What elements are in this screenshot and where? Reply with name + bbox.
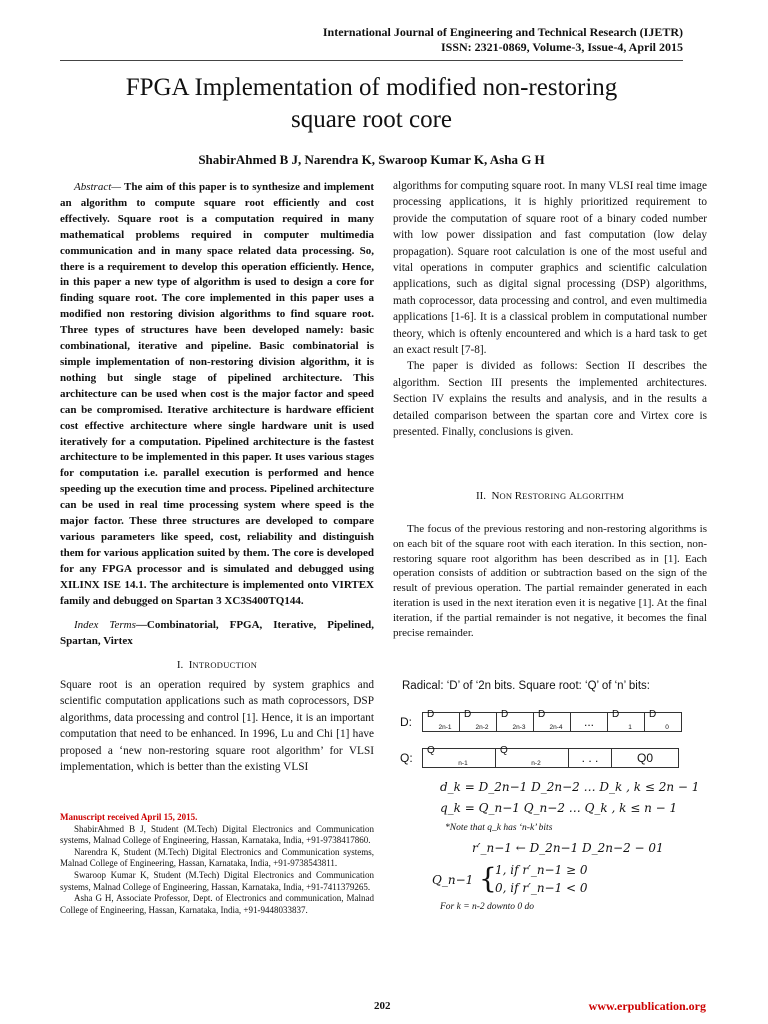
radical-cell-name: D [612,709,620,720]
brace-glyph: { [479,862,497,895]
figure-caption: Radical: ‘D’ of ‘2n bits. Square root: ‘Q’ of ‘n’ bits: [402,680,650,692]
title-line-2: square root core [290,106,453,133]
root-bit-cells [422,745,679,768]
abstract-label: Abstract— [74,181,122,193]
author-footnote-1: ShabirAhmed B J, Student (M.Tech) Digital Electronics and Communication systems, Malnad College of Engineering, Hassan, Karnataka, India, +91-9738417860. [60,823,374,846]
formula-qn1-case0: 0, if r′_n−1 < 0 [495,881,588,895]
journal-name: International Journal of Engineering and Technical Research (IJETR) [322,25,683,39]
radical-bit-cells [422,709,682,732]
root-register-row [400,745,679,768]
root-cell-1 [496,745,569,767]
right-column-intro [393,178,707,441]
author-footnote-2: Narendra K, Student (M.Tech) Digital Electronics and Communication systems, Malnad College of Engineering, Hassan, Karnataka, India, +91-9738543811. [60,846,374,869]
radical-cell-name: D [649,709,657,720]
manuscript-received: Manuscript received April 15, 2015. [60,812,198,822]
loop-note: For k = n-2 downto 0 do [440,902,535,912]
root-cell-subscript: n-2 [531,760,541,767]
author-footnote-4: Asha G H, Associate Professor, Dept. of Electronics and communication, Malnad College of Engineering, Hassan, Karnataka, India, +91-9448033837. [60,893,374,915]
radical-cell-2 [497,709,534,731]
root-cell-name: Q [500,745,508,756]
radical-cell-5 [608,709,645,731]
paper-title [60,72,683,136]
page-number: 202 [374,1000,391,1012]
radical-label: D: [400,715,412,729]
author-footnote-3: Swaroop Kumar K, Student (M.Tech) Digital Electronics and Communication systems, Malnad College of Engineering, Hassan, Karnataka, India, +91-7411379265. [60,869,374,892]
formula-qk: q_k = Q_n−1 Q_n−2 … Q_k , k ≤ n − 1 [440,801,678,815]
non-restoring-text: The focus of the previous restoring and non-restoring algorithms is on each bit of the square root with each iteration. In this section, non-restoring square root algorithm has been described as in [1]. Each operation consists of addition or subtraction based on the sign of the result of previous operation. The partial remainder generated in each iteration is used in the next iteration even it is negative [1]. At the final iteration, if the partial remainder is not negative, it becomes the final precise remainder. [393,523,707,639]
radical-cell-6 [645,709,681,731]
radical-cell-subscript: 2n-1 [438,724,452,731]
header-rule [60,60,683,61]
formula-qn1-case1: 1, if r′_n−1 ≥ 0 [495,863,588,877]
root-cell-2: . . . [569,749,612,767]
index-terms-label: Index Terms [74,619,136,631]
radical-cell-name: D [427,709,435,720]
introduction-text: Square root is an operation required by system graphics and scientific computation applications such as math coprocessors, DSP algorithms, data processing and control [1]. Hence, it is an important computation that need to be enhanced. In 1996, Lu and Chi [1] have proposed a ‘new non-restoring square root algorithm’ for VLSI implementation, which is better than the existing VLSI [60,679,374,774]
radical-cell-1 [460,709,497,731]
section-heading-non-restoring: II. NON RESTORING ALGORITHM [475,490,625,502]
root-cell-0 [423,745,496,767]
radical-cell-name: D [464,709,472,720]
radical-cell-subscript: 0 [665,724,669,731]
radical-cell-name: D [501,709,509,720]
formula-dk: d_k = D_2n−1 D_2n−2 … D_k , k ≤ 2n − 1 [440,780,700,794]
paper-organization-paragraph: The paper is divided as follows: Section II describes the algorithm. Section III presents the implemented architectures. Section IV explains the results and analysis, and in the results a detailed comparison between the spartan core and Virtex core is presented. Finally, conclusions is given. [393,360,707,439]
title-line-1: FPGA Implementation of modified non-restoring [125,74,618,101]
publisher-url[interactable]: www.erpublication.org [588,999,706,1013]
abstract-text: The aim of this paper is to synthesize and implement an algorithm to compute square root efficiently and cost effectively. Square root is a computation required in many mathematical problems required in computer multimedia communication and in many space related data processing. So, there is a requirement to develop this operation efficiently. Hence, in this paper a new type of algorithm is used to design a core for finding square root. The core implemented in this paper uses a modified non restoring division algorithms to find square root. Three types of structures have been developed namely: basic combinational, iterative and pipeline. Basic combinatorial is simple implementation of non-restoring division algorithm, it is nothing but single stage of pipelined architecture. This architecture can be used when cost is the major factor and speed can be compromised. Iterative architecture is hardware efficient cost effective architecture where single hardware unit is used iteratively for a computation. Pipelined architecture is the fastest architecture to be implemented in this paper. It uses various stages for computation i.e. parallel execution is performed and hence speeding up the execution time and process. Pipelined architecture can be used in real time processing system where speed is the major factor. These three structures are developed to compare various parameters like speed, cost, reliability and distinguish them for various application suited by them. The core is developed for any FPGA processor and is simulated and debugged using XILINX ISE 14.1. The architecture is implemented onto VIRTEX family and debugged on Spartan 3 XC3S400TQ144. [60,181,374,607]
intro-paragraph-continued: algorithms for computing square root. In many VLSI real time image processing applications, it is highly prioritized requirement to provide the computation of square root of a binary coded number with low power dissipation and fast computation (low delay propagation). Square root calculation is one of the most useful and vital operations in computer graphics and scientific calculation applications, such as digital signal processing (DSP) algorithms, math coprocessor, data processing and control, and even multimedia applications [1-6]. It is a classical problem in computational number theory, which is oftenly encountered and which is a hard task to get an exact result [7-8]. [393,180,707,357]
root-cell-3: Q0 [636,751,653,765]
radical-cell-name: D [538,709,546,720]
root-cell-name: Q [427,745,435,756]
radical-cell-subscript: 2n-4 [549,724,563,731]
index-terms-text: —Combinatorial, FPGA, Iterative, Pipelined, Spartan, Virtex [60,619,374,648]
index-terms [60,617,374,649]
radical-cell-4: ... [571,713,608,731]
author-list: ShabirAhmed B J, Narendra K, Swaroop Kumar K, Asha G H [198,152,545,167]
algorithm-figure [400,680,710,912]
abstract [60,180,374,609]
root-label: Q: [400,751,413,765]
formula-initial-remainder: r′_n−1 ← D_2n−1 D_2n−2 − 01 [472,841,664,855]
radical-cell-0 [423,709,460,731]
note-qk-bits: *Note that q_k has ‘n-k’ bits [445,823,553,833]
footnotes [60,812,374,916]
radical-cell-subscript: 2n-2 [475,724,489,731]
root-cell-subscript: n-1 [458,760,468,767]
radical-cell-3 [534,709,571,731]
section-heading-introduction: I. INTRODUCTION [176,659,258,671]
journal-issn: ISSN: 2321-0869, Volume-3, Issue-4, April 2015 [440,40,683,54]
radical-cell-subscript: 1 [628,724,632,731]
formula-qn1-lhs: Q_n−1 [432,873,474,887]
radical-cell-subscript: 2n-3 [512,724,526,731]
radical-register-row [400,709,682,732]
journal-header [323,25,683,55]
